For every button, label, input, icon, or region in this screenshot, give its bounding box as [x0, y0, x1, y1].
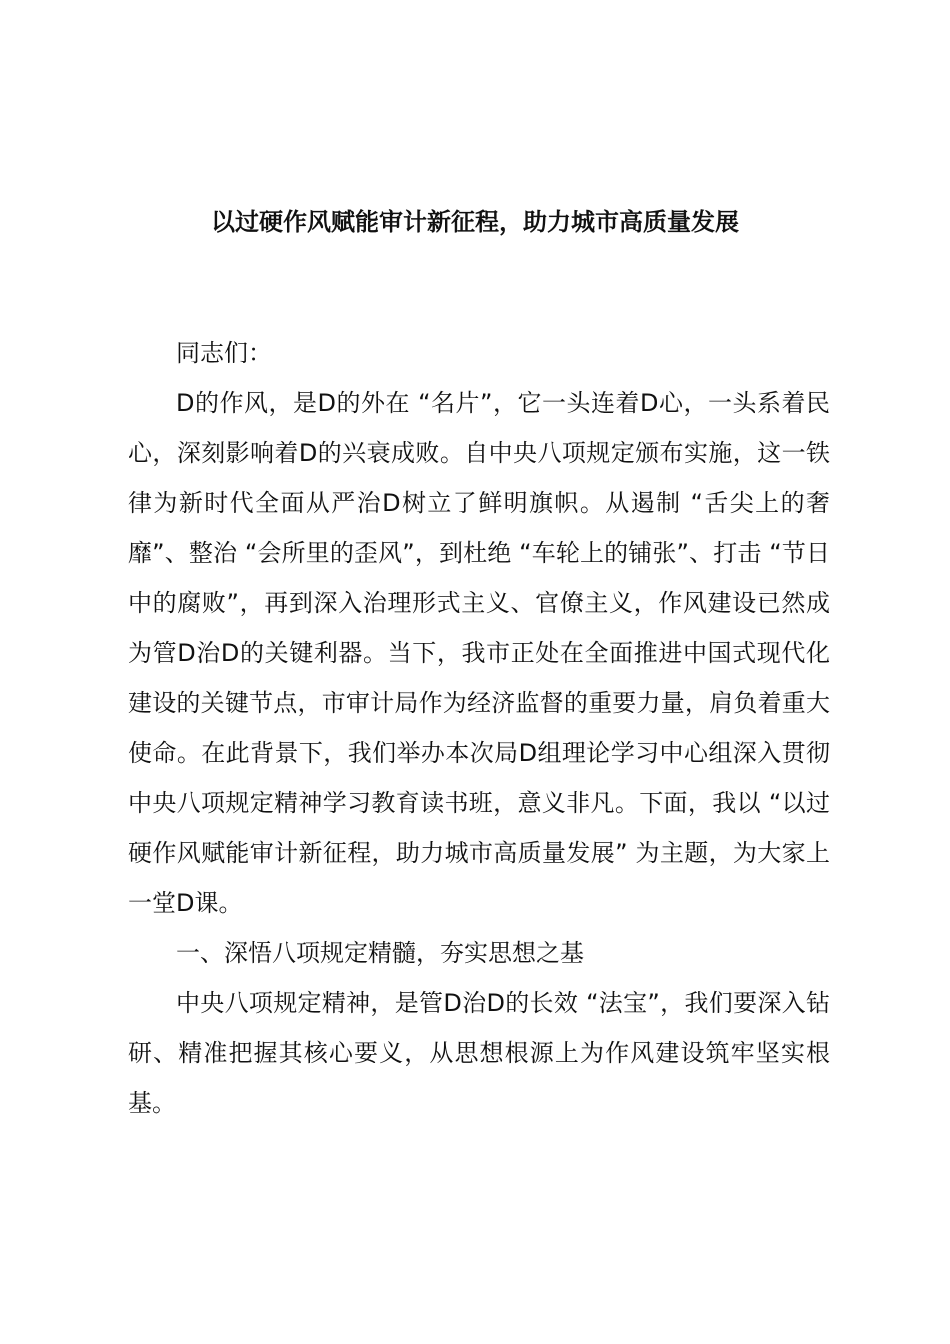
intro-paragraph: D的作风，是D的外在 “名片”，它一头连着D心，一头系着民心，深刻影响着D的兴衰成败。自中央八项规定颁布实施，这一铁律为新时代全面从严治D树立了鲜明旗帜。从遏制 “舌尖上的奢靡”、整治 “会所里的歪风”，到杜绝 “车轮上的铺张”、打击 “节日中的腐败”，再到深入治理形式主义、官僚主义，作风建设已然成为管D治D的关键利器。当下，我市正处在全面推进中国式现代化建设的关键节点，市审计局作为经济监督的重要力量，肩负着重大使命。在此背景下，我们举办本次局D组理论学习中心组深入贯彻中央八项规定精神学习教育读书班，意义非凡。下面，我以 “以过硬作风赋能审计新征程，助力城市高质量发展” 为主题，为大家上一堂D课。 — [128, 389, 830, 917]
section-paragraph: 中央八项规定精神，是管D治D的长效 “法宝”，我们要深入钻研、精准把握其核心要义，从思想根源上为作风建设筑牢坚实根基。 — [128, 989, 830, 1117]
salutation: 同志们： — [176, 339, 272, 367]
document-body — [128, 328, 830, 1128]
document-title: 以过硬作风赋能审计新征程，助力城市高质量发展 — [211, 208, 739, 236]
section-heading: 一、深悟八项规定精髓，夯实思想之基 — [176, 939, 584, 967]
